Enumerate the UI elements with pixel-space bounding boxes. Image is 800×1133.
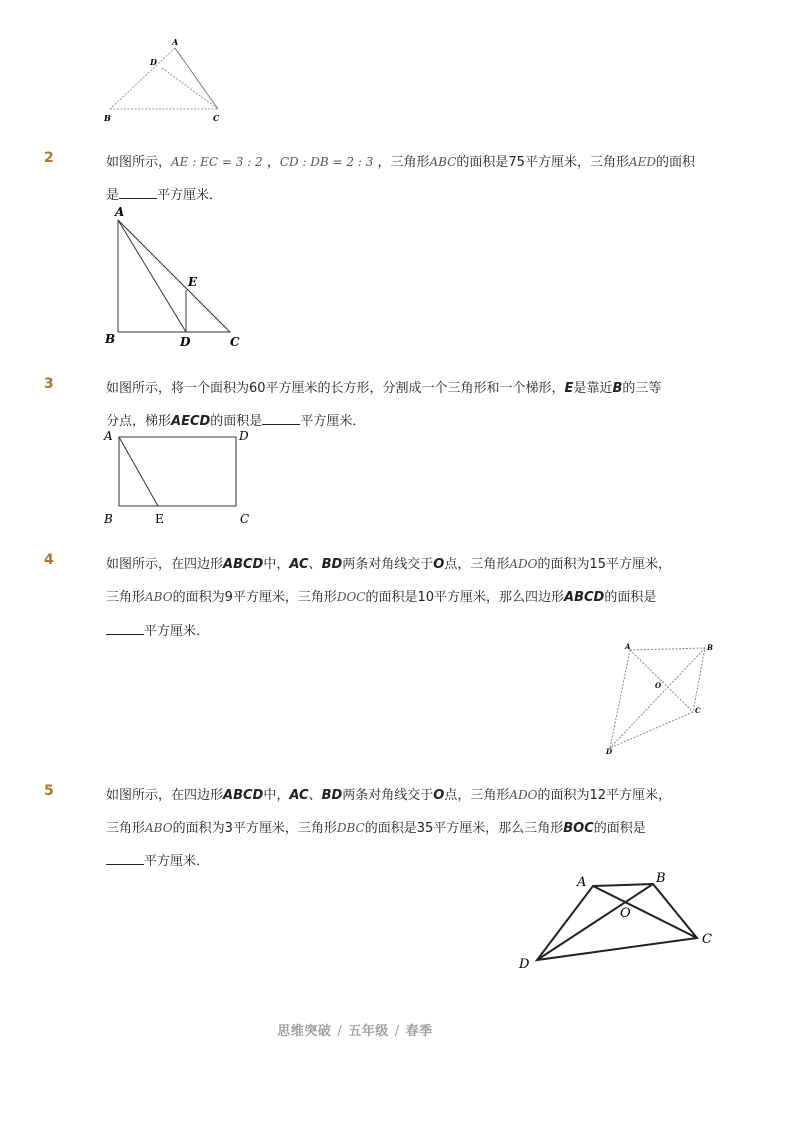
fig5-label-a: A	[577, 875, 587, 890]
fig2-label-e: E	[188, 275, 198, 289]
fig4-label-b: B	[707, 643, 713, 652]
fig1-label-d: D	[150, 57, 157, 67]
figure-q4-quadrilateral	[600, 640, 725, 758]
answer-blank	[106, 623, 144, 635]
fig3-label-c: C	[240, 512, 250, 526]
page-footer: 思维突破 / 五年级 / 春季	[277, 1024, 433, 1039]
fig5-label-c: C	[702, 932, 712, 947]
answer-blank	[262, 413, 300, 425]
fig4-label-o: O	[655, 681, 662, 690]
fig3-label-b: B	[104, 512, 113, 526]
fig2-label-b: B	[105, 332, 116, 346]
footer-grade: 五年级	[348, 1024, 389, 1039]
question-number: 5	[44, 783, 54, 799]
question-number: 4	[44, 552, 54, 568]
fig1-label-c: C	[213, 113, 220, 123]
fig2-label-d: D	[180, 335, 191, 349]
footer-term: 春季	[405, 1024, 433, 1039]
question-text-line: 如图所示，在四边形ABCD中，AC、BD两条对角线交于O点，三角形ADO的面积为12平方厘米，	[106, 788, 672, 803]
fig3-label-e: E	[155, 512, 164, 526]
fig2-label-a: A	[115, 205, 125, 219]
fig4-label-a: A	[625, 642, 631, 651]
answer-blank	[119, 187, 157, 199]
fig1-label-b: B	[104, 113, 111, 123]
fig5-label-d: D	[519, 957, 530, 972]
fig5-label-b: B	[656, 871, 666, 886]
figure-q2-triangle	[100, 202, 250, 352]
question-text-line: 如图所示，在四边形ABCD中，AC、BD两条对角线交于O点，三角形ADO的面积为15平方厘米，	[106, 557, 672, 572]
question-number: 2	[44, 150, 54, 166]
figure-q5-quadrilateral	[510, 864, 720, 972]
question-text-line: 如图所示，AE : EC = 3 : 2 ，CD : DB = 2 : 3 ，三角形ABC的面积是75平方厘米，三角形AED的面积	[106, 155, 696, 170]
answer-blank	[106, 853, 144, 865]
question-text-line: 三角形ABO的面积为3平方厘米，三角形DBC的面积是35平方厘米，那么三角形BOC的面积是	[106, 821, 646, 836]
fig2-label-c: C	[230, 335, 240, 349]
question-text-line: 是 平方厘米．	[106, 188, 223, 203]
footer-series: 思维突破	[277, 1024, 332, 1039]
fig1-label-a: A	[172, 37, 179, 47]
fig4-label-c: C	[695, 706, 701, 715]
question-text-line: 三角形ABO的面积为9平方厘米，三角形DOC的面积是10平方厘米，那么四边形ABCD的面积是	[106, 590, 657, 605]
figure-q1-triangle	[100, 34, 230, 129]
question-text-line: 如图所示，将一个面积为60平方厘米的长方形，分割成一个三角形和一个梯形，E是靠近B的三等	[106, 381, 662, 396]
figure-q3-rectangle	[100, 426, 260, 530]
question-number: 3	[44, 376, 54, 392]
question-text-line: 平方厘米．	[106, 620, 209, 639]
question-text-line: 分点，梯形AECD的面积是 平方厘米．	[106, 414, 366, 429]
question-text-line: 平方厘米．	[106, 850, 209, 869]
fig5-label-o: O	[620, 906, 631, 921]
fig3-label-d: D	[239, 429, 249, 443]
fig3-label-a: A	[104, 429, 113, 443]
fig4-label-d: D	[606, 747, 613, 756]
